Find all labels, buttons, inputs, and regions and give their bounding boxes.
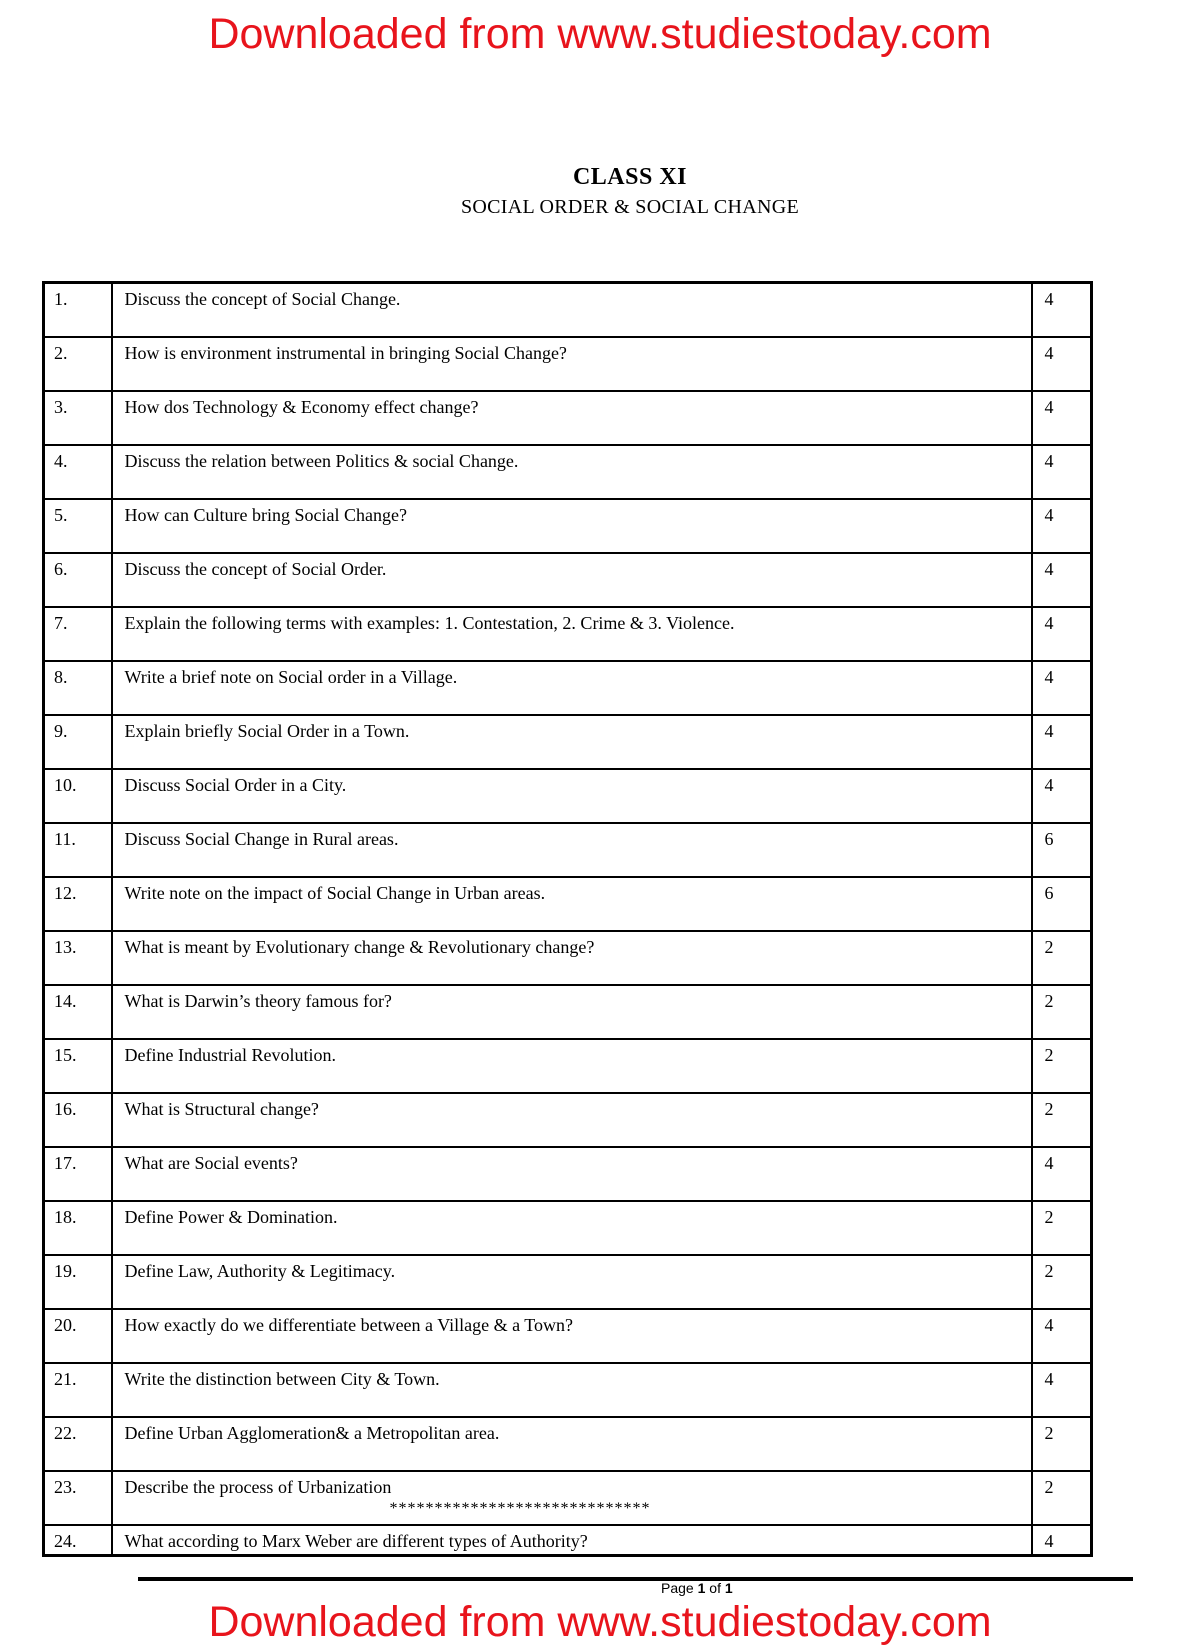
question-marks: 4 (1032, 1525, 1092, 1556)
question-number: 1. (44, 283, 112, 338)
question-number: 13. (44, 931, 112, 985)
download-banner-bottom: Downloaded from www.studiestoday.com (208, 1598, 992, 1646)
question-number: 9. (44, 715, 112, 769)
question-text: What are Social events? (112, 1147, 1032, 1201)
table-row (44, 499, 1092, 553)
page-subtitle: SOCIAL ORDER & SOCIAL CHANGE (460, 196, 800, 218)
question-text: Describe the process of Urbanization (112, 1471, 1032, 1525)
question-marks: 2 (1032, 985, 1092, 1039)
question-text: Write note on the impact of Social Change in Urban areas. (112, 877, 1032, 931)
table-row (44, 1525, 1092, 1556)
question-number: 19. (44, 1255, 112, 1309)
page-current: 1 (697, 1580, 706, 1596)
page-of: of (709, 1580, 721, 1596)
question-marks: 2 (1032, 1417, 1092, 1471)
table-row (44, 877, 1092, 931)
table-row (44, 715, 1092, 769)
page-total: 1 (724, 1580, 733, 1596)
questions-table (42, 281, 1093, 1557)
question-text: How can Culture bring Social Change? (112, 499, 1032, 553)
table-row (44, 445, 1092, 499)
question-text: How is environment instrumental in bringing Social Change? (112, 337, 1032, 391)
table-row (44, 1255, 1092, 1309)
question-text: Write a brief note on Social order in a Village. (112, 661, 1032, 715)
table-row (44, 1363, 1092, 1417)
question-number: 20. (44, 1309, 112, 1363)
question-text: Discuss Social Change in Rural areas. (112, 823, 1032, 877)
question-text: What is Structural change? (112, 1093, 1032, 1147)
question-number: 10. (44, 769, 112, 823)
question-marks: 4 (1032, 661, 1092, 715)
question-marks: 6 (1032, 823, 1092, 877)
question-number: 4. (44, 445, 112, 499)
question-marks: 2 (1032, 931, 1092, 985)
table-row (44, 1417, 1092, 1471)
question-text: Define Industrial Revolution. (112, 1039, 1032, 1093)
table-row (44, 931, 1092, 985)
question-marks: 4 (1032, 391, 1092, 445)
question-number: 24. (44, 1525, 112, 1556)
question-text: Define Power & Domination. (112, 1201, 1032, 1255)
question-marks: 2 (1032, 1039, 1092, 1093)
question-text: Explain briefly Social Order in a Town. (112, 715, 1032, 769)
question-marks: 4 (1032, 553, 1092, 607)
table-row (44, 1309, 1092, 1363)
question-number: 16. (44, 1093, 112, 1147)
table-row (44, 391, 1092, 445)
question-text: Discuss Social Order in a City. (112, 769, 1032, 823)
question-marks: 4 (1032, 769, 1092, 823)
question-text: Discuss the relation between Politics & social Change. (112, 445, 1032, 499)
question-marks: 6 (1032, 877, 1092, 931)
download-banner-top: Downloaded from www.studiestoday.com (208, 10, 992, 58)
question-text: How dos Technology & Economy effect change? (112, 391, 1032, 445)
question-text: What is Darwin’s theory famous for? (112, 985, 1032, 1039)
question-number: 3. (44, 391, 112, 445)
table-row (44, 283, 1092, 338)
question-text: Discuss the concept of Social Order. (112, 553, 1032, 607)
table-row (44, 985, 1092, 1039)
question-marks: 4 (1032, 607, 1092, 661)
question-marks: 4 (1032, 499, 1092, 553)
question-number: 17. (44, 1147, 112, 1201)
question-number: 23. (44, 1471, 112, 1525)
question-number: 14. (44, 985, 112, 1039)
question-text: How exactly do we differentiate between a Village & a Town? (112, 1309, 1032, 1363)
question-text: What is meant by Evolutionary change & Revolutionary change? (112, 931, 1032, 985)
question-text: Define Law, Authority & Legitimacy. (112, 1255, 1032, 1309)
table-row (44, 661, 1092, 715)
page-word: Page (661, 1580, 694, 1596)
footer-rule (138, 1577, 1133, 1581)
table-row (44, 1039, 1092, 1093)
table-row (44, 1201, 1092, 1255)
question-marks: 2 (1032, 1093, 1092, 1147)
table-row (44, 769, 1092, 823)
question-number: 8. (44, 661, 112, 715)
question-text: Explain the following terms with examples: 1. Contestation, 2. Crime & 3. Violence. (112, 607, 1032, 661)
question-marks: 4 (1032, 1363, 1092, 1417)
page-number (661, 1580, 761, 1596)
question-marks: 4 (1032, 445, 1092, 499)
table-row (44, 337, 1092, 391)
question-number: 22. (44, 1417, 112, 1471)
table-row (44, 607, 1092, 661)
question-number: 11. (44, 823, 112, 877)
question-text: Write the distinction between City & Town. (112, 1363, 1032, 1417)
question-marks: 4 (1032, 283, 1092, 338)
question-marks: 4 (1032, 1309, 1092, 1363)
question-number: 12. (44, 877, 112, 931)
question-number: 2. (44, 337, 112, 391)
question-text: Discuss the concept of Social Change. (112, 283, 1032, 338)
question-number: 15. (44, 1039, 112, 1093)
question-number: 6. (44, 553, 112, 607)
question-number: 7. (44, 607, 112, 661)
question-marks: 2 (1032, 1255, 1092, 1309)
end-stars-divider: ***************************** (389, 1500, 651, 1517)
question-number: 21. (44, 1363, 112, 1417)
question-marks: 4 (1032, 337, 1092, 391)
table-row (44, 553, 1092, 607)
question-number: 18. (44, 1201, 112, 1255)
question-text: Define Urban Agglomeration& a Metropolitan area. (112, 1417, 1032, 1471)
question-marks: 4 (1032, 1147, 1092, 1201)
table-row (44, 1093, 1092, 1147)
table-row (44, 823, 1092, 877)
question-marks: 4 (1032, 715, 1092, 769)
page-title: CLASS XI (572, 164, 688, 190)
question-marks: 2 (1032, 1471, 1092, 1525)
question-number: 5. (44, 499, 112, 553)
question-marks: 2 (1032, 1201, 1092, 1255)
question-text: What according to Marx Weber are different types of Authority? (112, 1525, 1032, 1556)
table-row (44, 1147, 1092, 1201)
